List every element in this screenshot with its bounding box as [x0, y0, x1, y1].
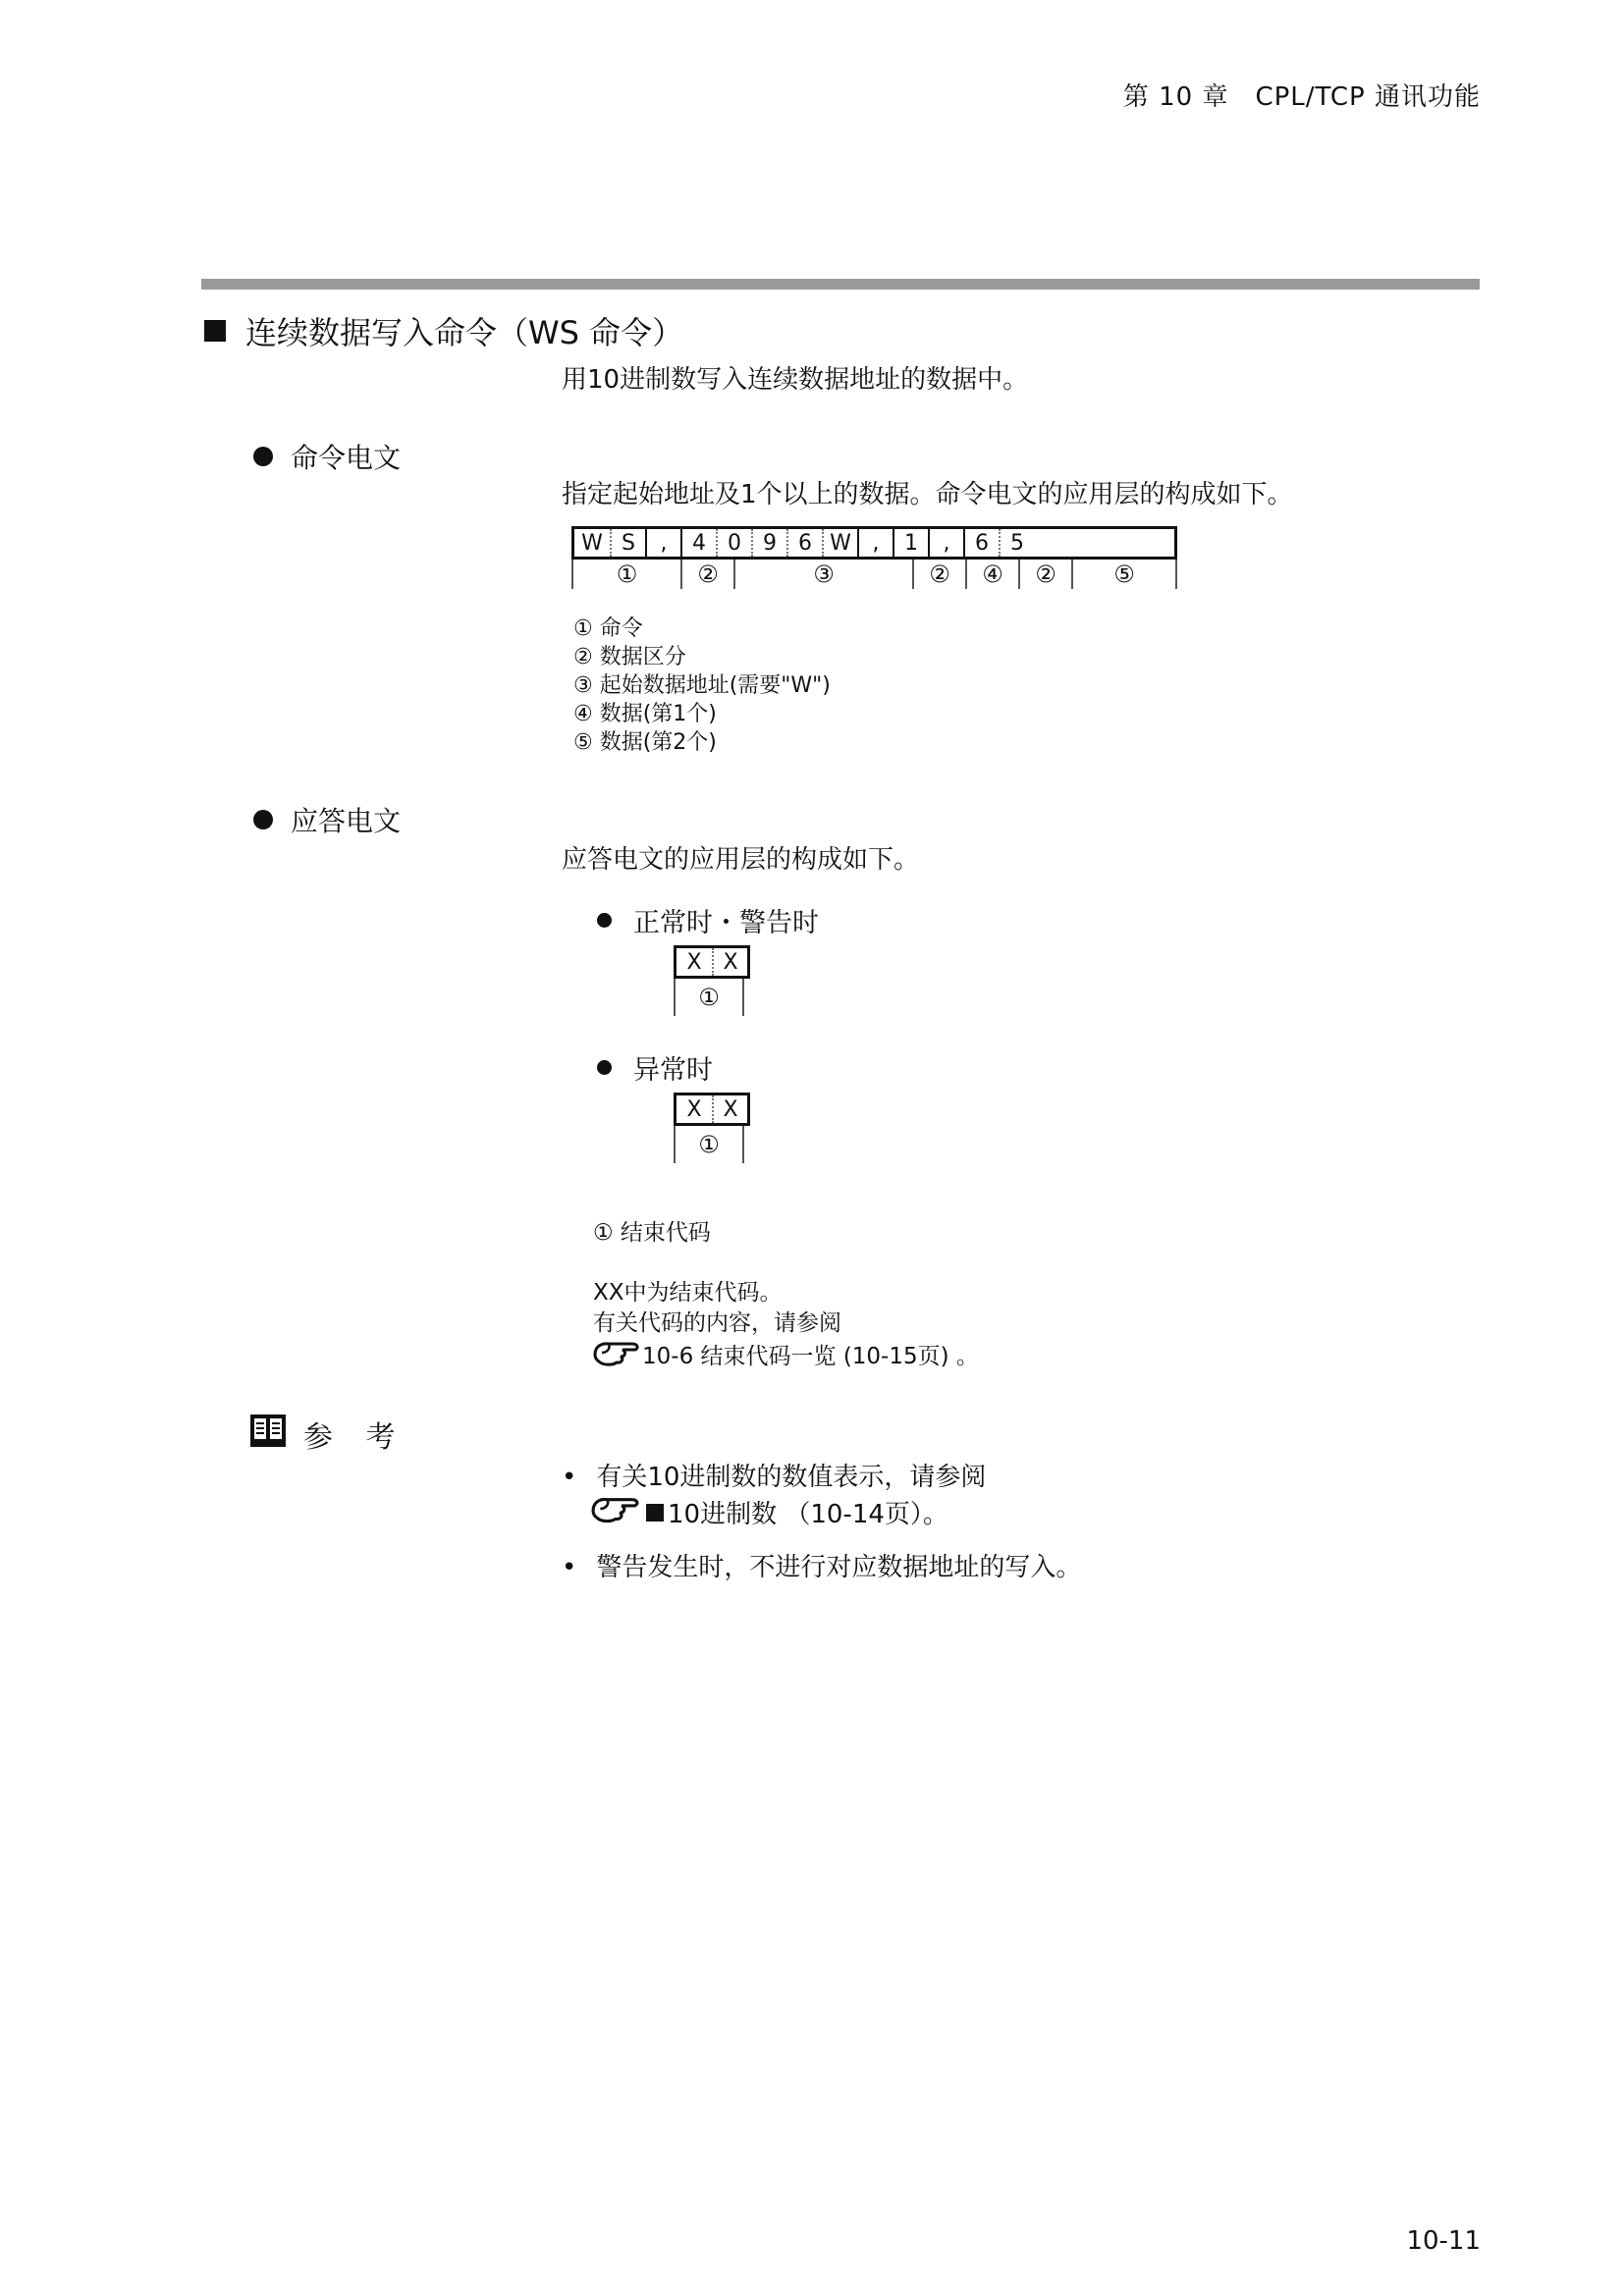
- abnormal-response-frame: [674, 1093, 750, 1163]
- reference-item-2: [562, 1547, 1081, 1583]
- response-frame-groups: [674, 1126, 750, 1163]
- section-intro: 用10进制数写入连续数据地址的数据中。: [562, 365, 1029, 395]
- frame-cell: X: [712, 1095, 747, 1123]
- reference-item-text: 警告发生时，不进行对应数据地址的写入。: [596, 1553, 1082, 1582]
- frame-cell: X: [712, 948, 747, 976]
- command-heading: [253, 437, 401, 476]
- response-ref[interactable]: [593, 1339, 979, 1375]
- legend-item: ② 数据区分: [573, 645, 686, 669]
- legend-item: ③ 起始数据地址(需要"W"): [573, 673, 831, 698]
- command-frame-groups: [571, 560, 1177, 589]
- section-title: [204, 308, 683, 353]
- frame-group-label: ⑤: [1071, 560, 1177, 589]
- command-frame-cells: [571, 526, 1177, 560]
- frame-cell: 9: [751, 529, 786, 557]
- frame-cell: ,: [645, 529, 680, 557]
- response-legend: ① 结束代码: [593, 1220, 711, 1246]
- response-frame-cells: [674, 945, 750, 979]
- response-note: XX中为结束代码。: [593, 1280, 783, 1306]
- response-note: 有关代码的内容，请参阅: [593, 1310, 841, 1336]
- reference-item-1: [562, 1457, 986, 1493]
- reference-heading: [248, 1412, 407, 1457]
- frame-group-label: ④: [965, 560, 1018, 589]
- frame-cell: X: [686, 1096, 702, 1122]
- frame-group-label: ②: [680, 560, 733, 589]
- frame-cell: 1: [893, 529, 928, 557]
- frame-group-label: ②: [1018, 560, 1071, 589]
- frame-cell: W: [822, 529, 857, 557]
- section-rule: [201, 279, 1480, 290]
- frame-cell: X: [686, 949, 702, 975]
- square-bullet-icon: [646, 1504, 664, 1522]
- frame-cell: W: [581, 530, 603, 556]
- frame-group-label: ①: [571, 560, 680, 589]
- frame-cell: S: [610, 529, 645, 557]
- chapter-header: 第 10 章 CPL/TCP 通讯功能: [1122, 82, 1481, 112]
- reference-heading-text: 参 考: [303, 1420, 407, 1455]
- bullet-icon: [597, 1060, 612, 1075]
- frame-cell: ,: [928, 529, 963, 557]
- frame-cell: 6: [963, 529, 999, 557]
- response-desc: 应答电文的应用层的构成如下。: [562, 845, 920, 875]
- frame-group-label: ①: [674, 1126, 744, 1163]
- command-heading-text: 命令电文: [291, 442, 402, 474]
- page-number: 10-11: [1406, 2226, 1481, 2256]
- response-heading: [253, 800, 401, 839]
- frame-cell: 6: [786, 529, 822, 557]
- reference-item-text: 有关10进制数的数值表示，请参阅: [596, 1463, 987, 1492]
- bullet-icon: [597, 913, 612, 928]
- pointing-hand-icon: [591, 1494, 642, 1530]
- reference-item-1-ref[interactable]: [591, 1494, 948, 1530]
- normal-response-text: 正常时・警告时: [633, 908, 819, 938]
- response-notes: [593, 1278, 979, 1375]
- frame-cell: ,: [857, 529, 893, 557]
- list-bullet: •: [562, 1553, 577, 1582]
- normal-response-frame: [674, 945, 750, 1016]
- frame-cell: 0: [716, 529, 751, 557]
- bullet-icon: [253, 447, 273, 466]
- bullet-icon: [253, 810, 273, 829]
- legend-item: ④ 数据(第1个): [573, 702, 717, 726]
- frame-group-label: ①: [674, 979, 744, 1016]
- square-bullet-icon: [204, 320, 226, 342]
- command-legend: [573, 614, 831, 757]
- response-frame-groups: [674, 979, 750, 1016]
- response-frame-cells: [674, 1093, 750, 1126]
- pointing-hand-icon: [593, 1339, 642, 1375]
- legend-item: ⑤ 数据(第2个): [573, 730, 717, 755]
- list-bullet: •: [562, 1463, 577, 1492]
- section-title-text: 连续数据写入命令（WS 命令）: [245, 314, 684, 351]
- response-ref-text: 10-6 结束代码一览 (10-15页) 。: [642, 1344, 979, 1369]
- frame-cell: 5: [999, 529, 1034, 557]
- abnormal-response-label: [597, 1048, 713, 1087]
- command-desc: 指定起始地址及1个以上的数据。命令电文的应用层的构成如下。: [562, 480, 1293, 509]
- normal-response-label: [597, 901, 819, 939]
- reference-ref-text: 10进制数 （10-14页）。: [668, 1500, 948, 1529]
- frame-group-label: ③: [733, 560, 912, 589]
- frame-cell: 4: [680, 529, 716, 557]
- abnormal-response-text: 异常时: [633, 1055, 713, 1086]
- legend-item: ① 命令: [573, 616, 643, 641]
- command-frame-diagram: [571, 526, 1177, 589]
- book-icon: [248, 1412, 288, 1457]
- frame-group-label: ②: [912, 560, 965, 589]
- response-heading-text: 应答电文: [291, 805, 402, 837]
